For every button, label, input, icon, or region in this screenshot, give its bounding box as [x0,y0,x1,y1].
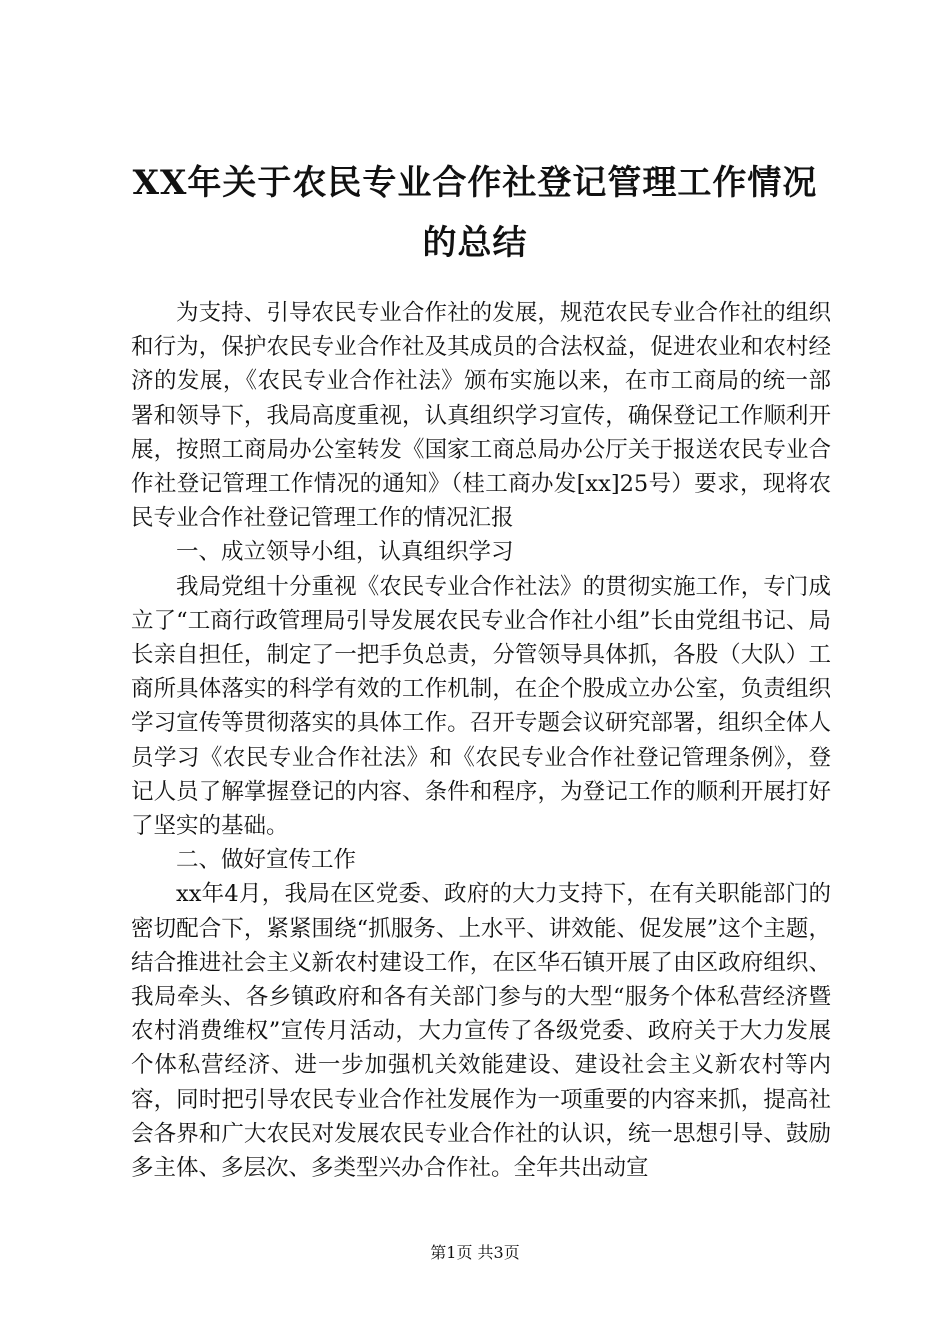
page-number-footer: 第1页 共3页 [430,1243,520,1262]
section-2-paragraph: xx年4月，我局在区党委、政府的大力支持下，在有关职能部门的密切配合下，紧紧围绕“抓服务、上水平、讲效能、促发展”这个主题，结合推进社会主义新农村建设工作，在区华石镇开展了由区政府组织、我局牵头、各乡镇政府和各有关部门参与的大型“服务个体私营经济暨农村消费维权”宣传月活动，大力宣传了各级党委、政府关于大力发展个体私营经济、进一步加强机关效能建设、建设社会主义新农村等内容，同时把引导农民专业合作社发展作为一项重要的内容来抓，提高社会各界和广大农民对发展农民专业合作社的认识，统一思想引导、鼓励多主体、多层次、多类型兴办合作社。全年共出动宣 [131,881,831,1182]
section-heading-1: 一、成立领导小组，认真组织学习 [176,539,514,566]
document-title-line-1: XX年关于农民专业合作社登记管理工作情况 [132,163,818,203]
document-body [131,296,831,1185]
section-1-paragraph: 我局党组十分重视《农民专业合作社法》的贯彻实施工作，专门成立了“工商行政管理局引导发展农民专业合作社小组”长由党组书记、局长亲自担任，制定了一把手负总责，分管领导具体抓，各股（大队）工商所具体落实的科学有效的工作机制，在企个股成立办公室，负责组织学习宣传等贯彻落实的具体工作。召开专题会议研究部署，组织全体人员学习《农民专业合作社法》和《农民专业合作社登记管理条例》，登记人员了解掌握登记的内容、条件和程序，为登记工作的顺利开展打好了坚实的基础。 [131,573,831,840]
intro-paragraph: 为支持、引导农民专业合作社的发展，规范农民专业合作社的组织和行为，保护农民专业合作社及其成员的合法权益，促进农业和农村经济的发展，《农民专业合作社法》颁布实施以来，在市工商局的统一部署和领导下，我局高度重视，认真组织学习宣传，确保登记工作顺利开展，按照工商局办公室转发《国家工商总局办公厅关于报送农民专业合作社登记管理工作情况的通知》（桂工商办发[xx]25号）要求，现将农民专业合作社登记管理工作的情况汇报 [131,300,831,532]
section-heading-2: 二、做好宣传工作 [176,847,357,874]
document-title-line-2: 的总结 [422,223,528,263]
